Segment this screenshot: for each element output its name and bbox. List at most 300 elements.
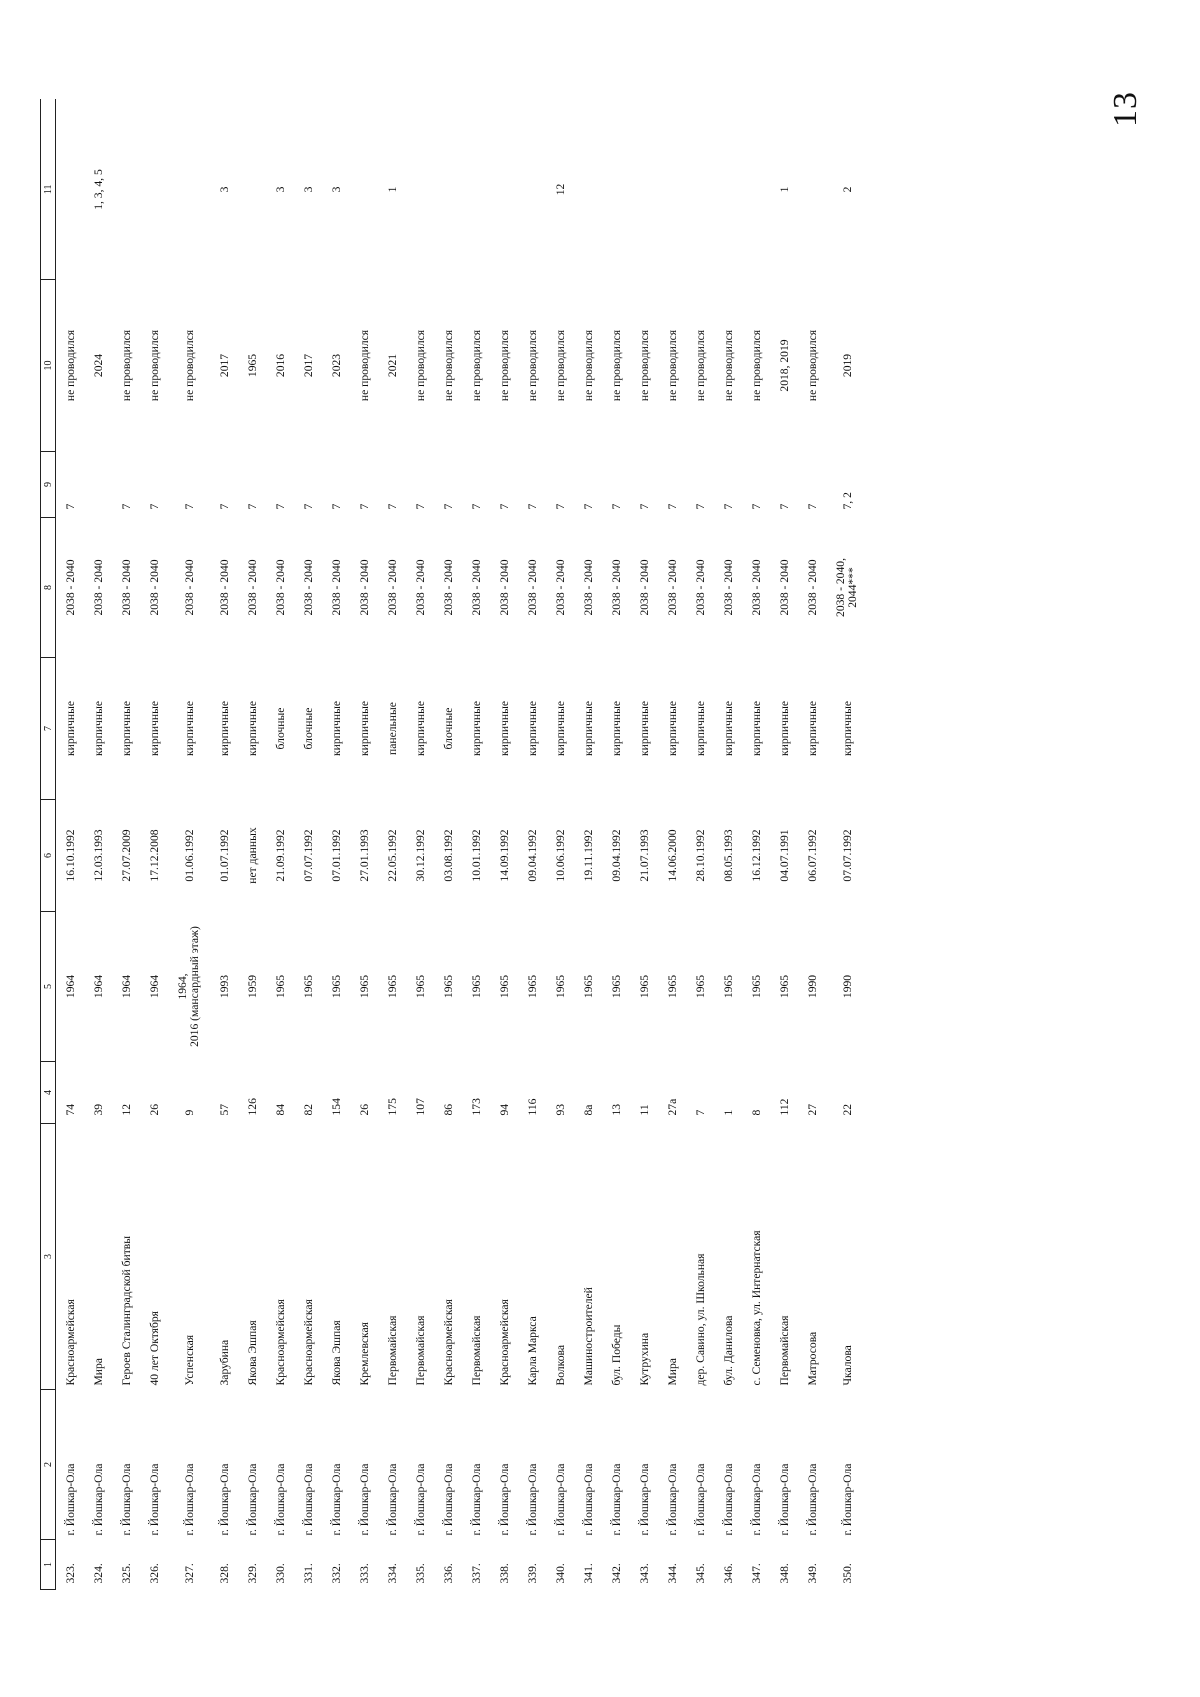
cell-c9: 7	[329, 503, 343, 510]
cell-c11	[714, 100, 742, 280]
cell-c4: 26	[147, 1103, 161, 1116]
cell-c8-line-1: 2038 - 2040,	[833, 558, 847, 617]
cell-c10: 2016	[273, 353, 287, 378]
cell-c2: г. Йошкар-Ола	[665, 1463, 679, 1536]
cell-c3: Красноармейская	[273, 1299, 287, 1386]
cell-c7: блочные	[273, 707, 287, 750]
cell-c2: г. Йошкар-Ола	[245, 1463, 259, 1536]
cell-c8: 2038 - 2040	[273, 559, 287, 616]
cell-c10: не проводился	[469, 329, 483, 402]
cell-c8: 2038 - 2040	[441, 559, 455, 616]
cell-c9: 7	[385, 503, 399, 510]
cell-c4: 11	[637, 1104, 651, 1116]
cell-c5: 1990	[805, 974, 819, 999]
cell-c10: не проводился	[525, 329, 539, 402]
cell-c7: кирпичные	[637, 701, 651, 757]
cell-c5: 1965	[665, 974, 679, 999]
cell-c10: 2017	[301, 353, 315, 378]
cell-c10: не проводился	[721, 329, 735, 402]
cell-c10: 2021	[385, 353, 399, 378]
table-row	[406, 100, 434, 1590]
cell-c1: 326.	[147, 1563, 161, 1584]
cell-c8: 2038 - 2040	[777, 559, 791, 616]
cell-c11	[574, 100, 602, 280]
cell-c1: 327.	[182, 1563, 196, 1584]
cell-c7: кирпичные	[525, 701, 539, 757]
cell-c7: кирпичные	[777, 701, 791, 757]
cell-c6: 14.06.2000	[665, 829, 679, 882]
cell-c9: 7	[721, 503, 735, 510]
cell-c3: Красноармейская	[301, 1299, 315, 1386]
cell-c11	[462, 100, 490, 280]
cell-c7: кирпичные	[553, 701, 567, 757]
cell-c8: 2038 - 2040	[525, 559, 539, 616]
cell-c2: г. Йошкар-Ола	[469, 1463, 483, 1536]
column-header-3: 3	[41, 1124, 56, 1390]
cell-c8: 2038 - 2040	[413, 559, 427, 616]
table-row	[84, 100, 112, 1590]
cell-c6: 27.01.1993	[357, 829, 371, 882]
cell-c10: не проводился	[693, 329, 707, 402]
cell-c10: 2023	[329, 353, 343, 378]
cell-c8: 2038 - 2040	[245, 559, 259, 616]
cell-c2: г. Йошкар-Ола	[609, 1463, 623, 1536]
cell-c6: 21.09.1992	[273, 829, 287, 882]
cell-c4: 173	[469, 1098, 483, 1116]
cell-c8: 2038 - 2040	[637, 559, 651, 616]
cell-c3: Зарубина	[217, 1339, 231, 1386]
cell-c2: г. Йошкар-Ола	[525, 1463, 539, 1536]
cell-c9	[84, 452, 112, 518]
cell-c2: г. Йошкар-Ола	[182, 1463, 196, 1536]
table-row	[322, 100, 350, 1590]
table-row	[56, 100, 85, 1590]
table-row	[770, 100, 798, 1590]
cell-c3: 40 лет Октября	[147, 1310, 161, 1386]
cell-c4: 57	[217, 1103, 231, 1116]
cell-c5: 1965	[413, 974, 427, 999]
cell-c6: 06.07.1992	[805, 829, 819, 882]
cell-c5: 1965	[301, 974, 315, 999]
cell-c4: 94	[497, 1103, 511, 1116]
cell-c1: 329.	[245, 1563, 259, 1584]
cell-c9: 7	[581, 503, 595, 510]
table-row	[602, 100, 630, 1590]
cell-c7: кирпичные	[665, 701, 679, 757]
rotated-page	[40, 100, 1050, 1590]
cell-c8: 2038 - 2040	[385, 559, 399, 616]
cell-c4: 86	[441, 1103, 455, 1116]
cell-c11	[238, 100, 266, 280]
cell-c9: 7	[147, 503, 161, 510]
cell-c9: 7	[609, 503, 623, 510]
table-row	[714, 100, 742, 1590]
cell-c1: 344.	[665, 1563, 679, 1584]
cell-c7: кирпичные	[182, 701, 196, 757]
cell-c6: нет данных	[245, 827, 259, 884]
cell-c6: 16.12.1992	[749, 829, 763, 882]
cell-c2: г. Йошкар-Ола	[749, 1463, 763, 1536]
cell-c2: г. Йошкар-Ола	[413, 1463, 427, 1536]
cell-c4: 9	[182, 1109, 196, 1116]
cell-c3: Первомайская	[777, 1315, 791, 1386]
cell-c4: 126	[245, 1098, 259, 1116]
cell-c3: Машиностроителей	[581, 1287, 595, 1386]
cell-c7: кирпичные	[693, 701, 707, 757]
cell-c10: не проводился	[182, 329, 196, 402]
cell-c7: панельные	[385, 702, 399, 755]
cell-c6: 16.10.1992	[63, 829, 77, 882]
cell-c1: 340.	[553, 1563, 567, 1584]
cell-c1: 325.	[119, 1563, 133, 1584]
cell-c3: Кремлевская	[357, 1322, 371, 1386]
cell-c2: г. Йошкар-Ола	[777, 1463, 791, 1536]
cell-c8: 2038 - 2040	[182, 559, 196, 616]
header-row	[41, 100, 56, 1590]
cell-c5: 1959	[245, 974, 259, 999]
cell-c4: 1	[721, 1109, 735, 1116]
cell-c4: 27а	[665, 1098, 679, 1116]
cell-c6: 01.07.1992	[217, 829, 231, 882]
cell-c1: 338.	[497, 1563, 511, 1584]
cell-c2: г. Йошкар-Ола	[581, 1463, 595, 1536]
cell-c6: 14.09.1992	[497, 829, 511, 882]
cell-c9: 7	[693, 503, 707, 510]
cell-c1: 346.	[721, 1563, 735, 1584]
cell-c3: дер. Савино, ул. Школьная	[693, 1253, 707, 1386]
cell-c9: 7	[182, 503, 196, 510]
cell-c8: 2038 - 2040	[469, 559, 483, 616]
cell-c11	[406, 100, 434, 280]
cell-c5: 1965	[357, 974, 371, 999]
cell-c6: 08.05.1993	[721, 829, 735, 882]
cell-c2: г. Йошкар-Ола	[329, 1463, 343, 1536]
cell-c7: кирпичные	[609, 701, 623, 757]
cell-c10: не проводился	[63, 329, 77, 402]
cell-c11: 12	[553, 183, 567, 196]
cell-c10: не проводился	[497, 329, 511, 402]
cell-c8: 2038 - 2040	[609, 559, 623, 616]
table-body	[56, 100, 869, 1590]
cell-c8: 2038 - 2040	[91, 559, 105, 616]
cell-c8: 2038 - 2040	[581, 559, 595, 616]
table-row	[574, 100, 602, 1590]
cell-c11	[686, 100, 714, 280]
cell-c4: 116	[525, 1098, 539, 1116]
cell-c9: 7	[665, 503, 679, 510]
cell-c4: 7	[693, 1109, 707, 1116]
table-row	[658, 100, 686, 1590]
cell-c1: 339.	[525, 1563, 539, 1584]
cell-c1: 324.	[91, 1563, 105, 1584]
cell-c6: 12.03.1993	[91, 829, 105, 882]
table-row	[434, 100, 462, 1590]
cell-c10: не проводился	[609, 329, 623, 402]
cell-c5-line-2: 2016 (мансардный этаж)	[188, 926, 201, 1047]
cell-c4: 12	[119, 1103, 133, 1116]
cell-c6: 07.07.1992	[840, 829, 854, 882]
cell-c10: не проводился	[581, 329, 595, 402]
cell-c11	[742, 100, 770, 280]
cell-c2: г. Йошкар-Ола	[840, 1463, 854, 1536]
cell-c6: 19.11.1992	[581, 829, 595, 882]
cell-c5: 1964	[147, 974, 161, 999]
cell-c8: 2038 - 2040	[693, 559, 707, 616]
cell-c5: 1965	[721, 974, 735, 999]
cell-c2: г. Йошкар-Ола	[119, 1463, 133, 1536]
cell-c3: Красноармейская	[63, 1299, 77, 1386]
cell-c2: г. Йошкар-Ола	[441, 1463, 455, 1536]
cell-c2: г. Йошкар-Ола	[301, 1463, 315, 1536]
column-header-5: 5	[41, 912, 56, 1062]
table-row	[630, 100, 658, 1590]
cell-c1: 347.	[749, 1563, 763, 1584]
cell-c11	[602, 100, 630, 280]
housing-table	[40, 100, 868, 1591]
cell-c5: 1965	[581, 974, 595, 999]
cell-c10: 2019	[840, 353, 854, 378]
cell-c5: 1965	[385, 974, 399, 999]
cell-c9: 7	[357, 503, 371, 510]
cell-c5: 1965	[637, 974, 651, 999]
cell-c5: 1965	[553, 974, 567, 999]
cell-c4: 84	[273, 1103, 287, 1116]
cell-c1: 323.	[63, 1563, 77, 1584]
cell-c6: 07.01.1992	[329, 829, 343, 882]
cell-c4: 154	[329, 1098, 343, 1116]
cell-c7: кирпичные	[469, 701, 483, 757]
cell-c11	[434, 100, 462, 280]
cell-c10: не проводился	[637, 329, 651, 402]
cell-c8	[826, 518, 868, 658]
cell-c11: 3	[329, 186, 343, 193]
table-row	[518, 100, 546, 1590]
cell-c11	[518, 100, 546, 280]
cell-c8: 2038 - 2040	[301, 559, 315, 616]
cell-c9: 7	[441, 503, 455, 510]
cell-c10: 2024	[91, 353, 105, 378]
cell-c5: 1964	[91, 974, 105, 999]
cell-c10: 2018, 2019	[777, 339, 791, 392]
cell-c3: Чкалова	[840, 1345, 854, 1386]
cell-c2: г. Йошкар-Ола	[91, 1463, 105, 1536]
cell-c6: 09.04.1992	[525, 829, 539, 882]
table-row	[168, 100, 210, 1590]
cell-c1: 336.	[441, 1563, 455, 1584]
cell-c3: Первомайская	[413, 1315, 427, 1386]
cell-c7: кирпичные	[749, 701, 763, 757]
cell-c9: 7	[525, 503, 539, 510]
cell-c5: 1993	[217, 974, 231, 999]
cell-c1: 341.	[581, 1563, 595, 1584]
cell-c6: 09.04.1992	[609, 829, 623, 882]
cell-c10: не проводился	[119, 329, 133, 402]
table-row	[140, 100, 168, 1590]
cell-c7: кирпичные	[63, 701, 77, 757]
cell-c5: 1965	[525, 974, 539, 999]
column-header-10: 10	[41, 280, 56, 452]
cell-c9: 7	[301, 503, 315, 510]
cell-c1: 334.	[385, 1563, 399, 1584]
cell-c7: кирпичные	[497, 701, 511, 757]
cell-c8: 2038 - 2040	[357, 559, 371, 616]
cell-c6: 04.07.1991	[777, 829, 791, 882]
cell-c4: 112	[777, 1098, 791, 1116]
cell-c7: кирпичные	[840, 701, 854, 757]
cell-c11	[658, 100, 686, 280]
cell-c7: кирпичные	[91, 701, 105, 757]
cell-c9: 7	[413, 503, 427, 510]
cell-c11: 1, 3, 4, 5	[91, 169, 105, 210]
cell-c9: 7	[805, 503, 819, 510]
cell-c4: 13	[609, 1103, 623, 1116]
cell-c5: 1964	[63, 974, 77, 999]
cell-c6: 10.01.1992	[469, 829, 483, 882]
table-row	[210, 100, 238, 1590]
cell-c5: 1965	[497, 974, 511, 999]
cell-c11: 2	[840, 186, 854, 193]
cell-c5: 1965	[469, 974, 483, 999]
table-row	[546, 100, 574, 1590]
cell-c11	[56, 100, 85, 280]
cell-c4: 175	[385, 1098, 399, 1116]
column-header-9: 9	[41, 452, 56, 518]
table-row	[490, 100, 518, 1590]
cell-c11: 3	[273, 186, 287, 193]
cell-c8: 2038 - 2040	[497, 559, 511, 616]
cell-c9: 7	[469, 503, 483, 510]
cell-c7: кирпичные	[581, 701, 595, 757]
cell-c1: 345.	[693, 1563, 707, 1584]
cell-c2: г. Йошкар-Ола	[385, 1463, 399, 1536]
cell-c3: Волкова	[553, 1345, 567, 1386]
cell-c6: 17.12.2008	[147, 829, 161, 882]
cell-c3: Матросова	[805, 1331, 819, 1386]
cell-c8: 2038 - 2040	[147, 559, 161, 616]
cell-c3: Якова Эшпая	[329, 1320, 343, 1386]
cell-c10: не проводился	[749, 329, 763, 402]
cell-c11: 3	[217, 186, 231, 193]
cell-c6: 01.06.1992	[182, 829, 196, 882]
cell-c8: 2038 - 2040	[749, 559, 763, 616]
cell-c4: 107	[413, 1098, 427, 1116]
cell-c9: 7	[553, 503, 567, 510]
cell-c8: 2038 - 2040	[329, 559, 343, 616]
table-row	[294, 100, 322, 1590]
cell-c9: 7	[63, 503, 77, 510]
table-row	[378, 100, 406, 1590]
cell-c11	[168, 100, 210, 280]
cell-c2: г. Йошкар-Ола	[553, 1463, 567, 1536]
cell-c1: 331.	[301, 1563, 315, 1584]
cell-c3: Мира	[665, 1358, 679, 1386]
column-header-2: 2	[41, 1390, 56, 1540]
cell-c3: бул. Данилова	[721, 1315, 735, 1386]
column-header-11: 11	[41, 100, 56, 280]
cell-c5: 1965	[749, 974, 763, 999]
cell-c8: 2038 - 2040	[665, 559, 679, 616]
cell-c9: 7	[217, 503, 231, 510]
cell-c7: кирпичные	[119, 701, 133, 757]
cell-c4: 8а	[581, 1104, 595, 1116]
cell-c11	[112, 100, 140, 280]
cell-c11	[140, 100, 168, 280]
cell-c8: 2038 - 2040	[721, 559, 735, 616]
cell-c4: 93	[553, 1103, 567, 1116]
cell-c3: Успенская	[182, 1334, 196, 1386]
cell-c3: Красноармейская	[441, 1299, 455, 1386]
table-row	[266, 100, 294, 1590]
column-header-1: 1	[41, 1540, 56, 1590]
cell-c9: 7	[777, 503, 791, 510]
cell-c3: с. Семеновка, ул. Интернатская	[749, 1230, 763, 1386]
cell-c4: 39	[91, 1103, 105, 1116]
cell-c4: 74	[63, 1103, 77, 1116]
page-number: 13	[1107, 91, 1144, 127]
cell-c3: Мира	[91, 1358, 105, 1386]
cell-c7: кирпичные	[413, 701, 427, 757]
cell-c9: 7	[119, 503, 133, 510]
cell-c2: г. Йошкар-Ола	[637, 1463, 651, 1536]
cell-c6: 30.12.1992	[413, 829, 427, 882]
cell-c10: не проводился	[357, 329, 371, 402]
cell-c9: 7	[637, 503, 651, 510]
cell-c1: 333.	[357, 1563, 371, 1584]
column-header-7: 7	[41, 658, 56, 800]
cell-c9: 7	[273, 503, 287, 510]
cell-c8: 2038 - 2040	[63, 559, 77, 616]
cell-c7: кирпичные	[357, 701, 371, 757]
cell-c2: г. Йошкар-Ола	[805, 1463, 819, 1536]
cell-c1: 342.	[609, 1563, 623, 1584]
cell-c5: 1964	[119, 974, 133, 999]
cell-c9: 7, 2	[840, 492, 854, 510]
cell-c7: кирпичные	[245, 701, 259, 757]
cell-c8: 2038 - 2040	[805, 559, 819, 616]
cell-c2: г. Йошкар-Ола	[721, 1463, 735, 1536]
cell-c6: 28.10.1992	[693, 829, 707, 882]
cell-c5: 1990	[840, 974, 854, 999]
cell-c4: 8	[749, 1109, 763, 1116]
cell-c2: г. Йошкар-Ола	[497, 1463, 511, 1536]
cell-c6: 03.08.1992	[441, 829, 455, 882]
cell-c5: 1965	[777, 974, 791, 999]
column-header-8: 8	[41, 518, 56, 658]
cell-c5: 1965	[273, 974, 287, 999]
cell-c10: не проводился	[147, 329, 161, 402]
cell-c10: не проводился	[413, 329, 427, 402]
cell-c2: г. Йошкар-Ола	[357, 1463, 371, 1536]
cell-c7: блочные	[301, 707, 315, 750]
cell-c10: не проводился	[665, 329, 679, 402]
cell-c4: 22	[840, 1103, 854, 1116]
cell-c5: 1965	[441, 974, 455, 999]
table-row	[798, 100, 826, 1590]
table-row	[742, 100, 770, 1590]
cell-c7: блочные	[441, 707, 455, 750]
cell-c1: 343.	[637, 1563, 651, 1584]
cell-c7: кирпичные	[805, 701, 819, 757]
cell-c10: 1965	[245, 353, 259, 378]
cell-c4: 26	[357, 1103, 371, 1116]
cell-c1: 350.	[840, 1563, 854, 1584]
table-row	[350, 100, 378, 1590]
cell-c9: 7	[749, 503, 763, 510]
cell-c11	[798, 100, 826, 280]
cell-c2: г. Йошкар-Ола	[217, 1463, 231, 1536]
cell-c3: Кутрухина	[637, 1332, 651, 1386]
cell-c6: 07.07.1992	[301, 829, 315, 882]
